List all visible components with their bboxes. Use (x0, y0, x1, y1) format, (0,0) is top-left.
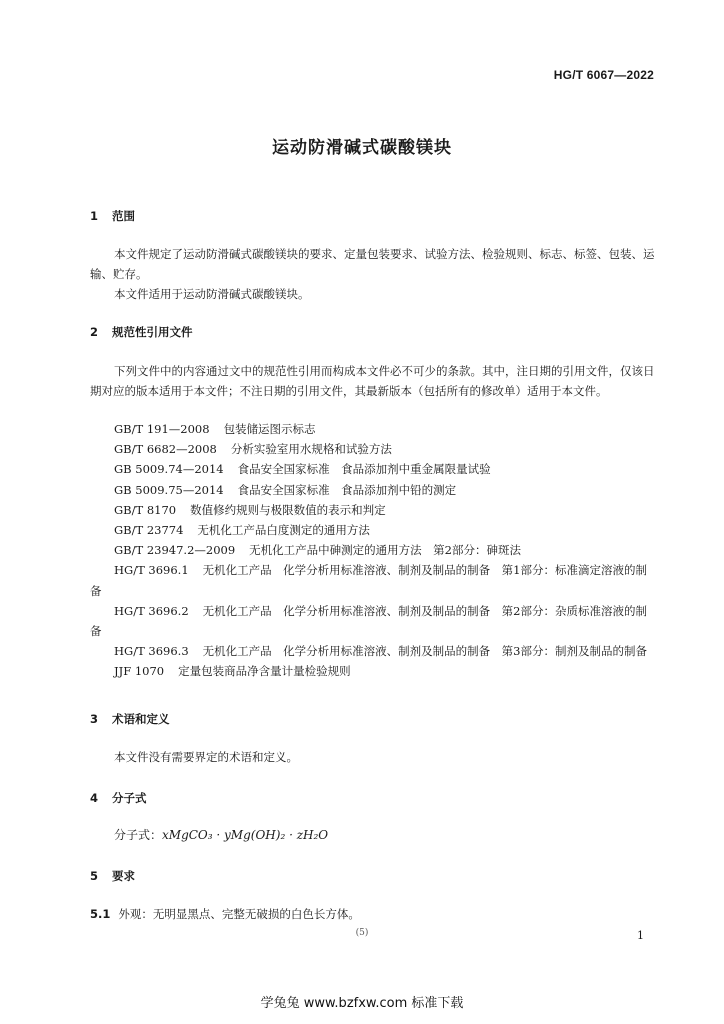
reference-title: 定量包装商品净含量计量检验规则 (178, 664, 351, 679)
section-title: 规范性引用文件 (112, 325, 193, 339)
scope-applicability: 本文件适用于运动防滑碱式碳酸镁块。 (114, 287, 310, 301)
reference-item (90, 560, 656, 600)
section-1-heading (90, 208, 135, 224)
section-number: 3 (90, 712, 99, 726)
reference-item (90, 419, 656, 439)
reference-title: 分析实验室用水规格和试验方法 (230, 442, 392, 457)
section-number: 1 (90, 209, 99, 223)
section-title: 分子式 (112, 791, 147, 805)
references-intro: 下列文件中的内容通过文中的规范性引用而构成本文件必不可少的条款。其中，注日期的引用文件，仅该日期对应的版本适用于本文件；不注日期的引用文件，其最新版本（包括所有的修改单）适用于本文件。 (90, 364, 655, 398)
reference-title: 食品安全国家标准 食品添加剂中重金属限量试验 (237, 462, 491, 477)
section-title: 范围 (112, 209, 135, 223)
reference-title: 无机化工产品白度测定的通用方法 (197, 523, 370, 538)
reference-code: HG/T 3696.3 (114, 644, 189, 659)
reference-item (90, 661, 656, 681)
scope-paragraph: 本文件规定了运动防滑碱式碳酸镁块的要求、定量包装要求、试验方法、检验规则、标志、标签、包装、运输、贮存。 (90, 247, 655, 281)
reference-code: HG/T 3696.2 (114, 603, 189, 618)
section-2-heading (90, 324, 193, 340)
section-5-heading (90, 868, 135, 884)
section-title: 术语和定义 (112, 712, 170, 726)
section-2-body (90, 361, 656, 401)
terms-paragraph: 本文件没有需要界定的术语和定义。 (114, 750, 298, 764)
reference-code: GB/T 8170 (114, 502, 177, 517)
reference-code: JJF 1070 (114, 664, 165, 679)
reference-list (90, 419, 656, 682)
reference-title: 数值修约规则与极限数值的表示和判定 (190, 502, 386, 517)
reference-code: HG/T 3696.1 (114, 563, 189, 578)
reference-code: GB/T 23947.2—2009 (114, 543, 236, 558)
reference-code: GB/T 191—2008 (114, 422, 210, 436)
reference-code: GB 5009.75—2014 (114, 482, 224, 497)
reference-item (90, 500, 656, 520)
reference-title: 食品安全国家标准 食品添加剂中铅的测定 (237, 482, 457, 497)
reference-code: GB/T 23774 (114, 523, 184, 538)
page-center-mark: (5) (355, 928, 369, 938)
molecular-formula: xMgCO₃ · yMg(OH)₂ · zH₂O (162, 828, 329, 842)
reference-title: 无机化工产品中砷测定的通用方法 第2部分：砷斑法 (249, 543, 521, 558)
clause-text: 外观：无明显黑点、完整无破损的白色长方体。 (118, 907, 360, 921)
formula-label: 分子式： (114, 828, 163, 842)
section-number: 5 (90, 869, 99, 883)
section-3-body (90, 747, 656, 767)
reference-item (90, 459, 656, 479)
reference-title: 无机化工产品 化学分析用标准溶液、制剂及制品的制备 第2部分：杂质标准溶液的制备 (90, 603, 647, 639)
reference-item (90, 641, 656, 661)
section-title: 要求 (112, 869, 135, 883)
reference-title: 无机化工产品 化学分析用标准溶液、制剂及制品的制备 第3部分：制剂及制品的制备 (202, 644, 647, 659)
section-3-heading (90, 711, 170, 727)
download-footer: 学兔兔 www.bzfxw.com 标准下载 (260, 996, 464, 1011)
section-1-body (90, 244, 656, 304)
clause-number: 5.1 (90, 907, 111, 921)
reference-code: GB 5009.74—2014 (114, 462, 224, 477)
standard-code: HG/T 6067—2022 (553, 68, 654, 82)
reference-item (90, 520, 656, 540)
clause-5-1 (90, 904, 656, 924)
section-4-heading (90, 790, 147, 806)
reference-item (90, 601, 656, 641)
reference-item (90, 439, 656, 459)
document-title: 运动防滑碱式碳酸镁块 (272, 138, 452, 158)
reference-item (90, 540, 656, 560)
section-number: 2 (90, 325, 99, 339)
reference-title: 无机化工产品 化学分析用标准溶液、制剂及制品的制备 第1部分：标准滴定溶液的制备 (90, 563, 647, 598)
reference-title: 包装储运图示标志 (223, 422, 316, 436)
page-number: 1 (637, 929, 644, 942)
section-number: 4 (90, 791, 99, 805)
reference-item (90, 480, 656, 500)
reference-code: GB/T 6682—2008 (114, 442, 217, 457)
molecular-formula-line (114, 826, 328, 843)
